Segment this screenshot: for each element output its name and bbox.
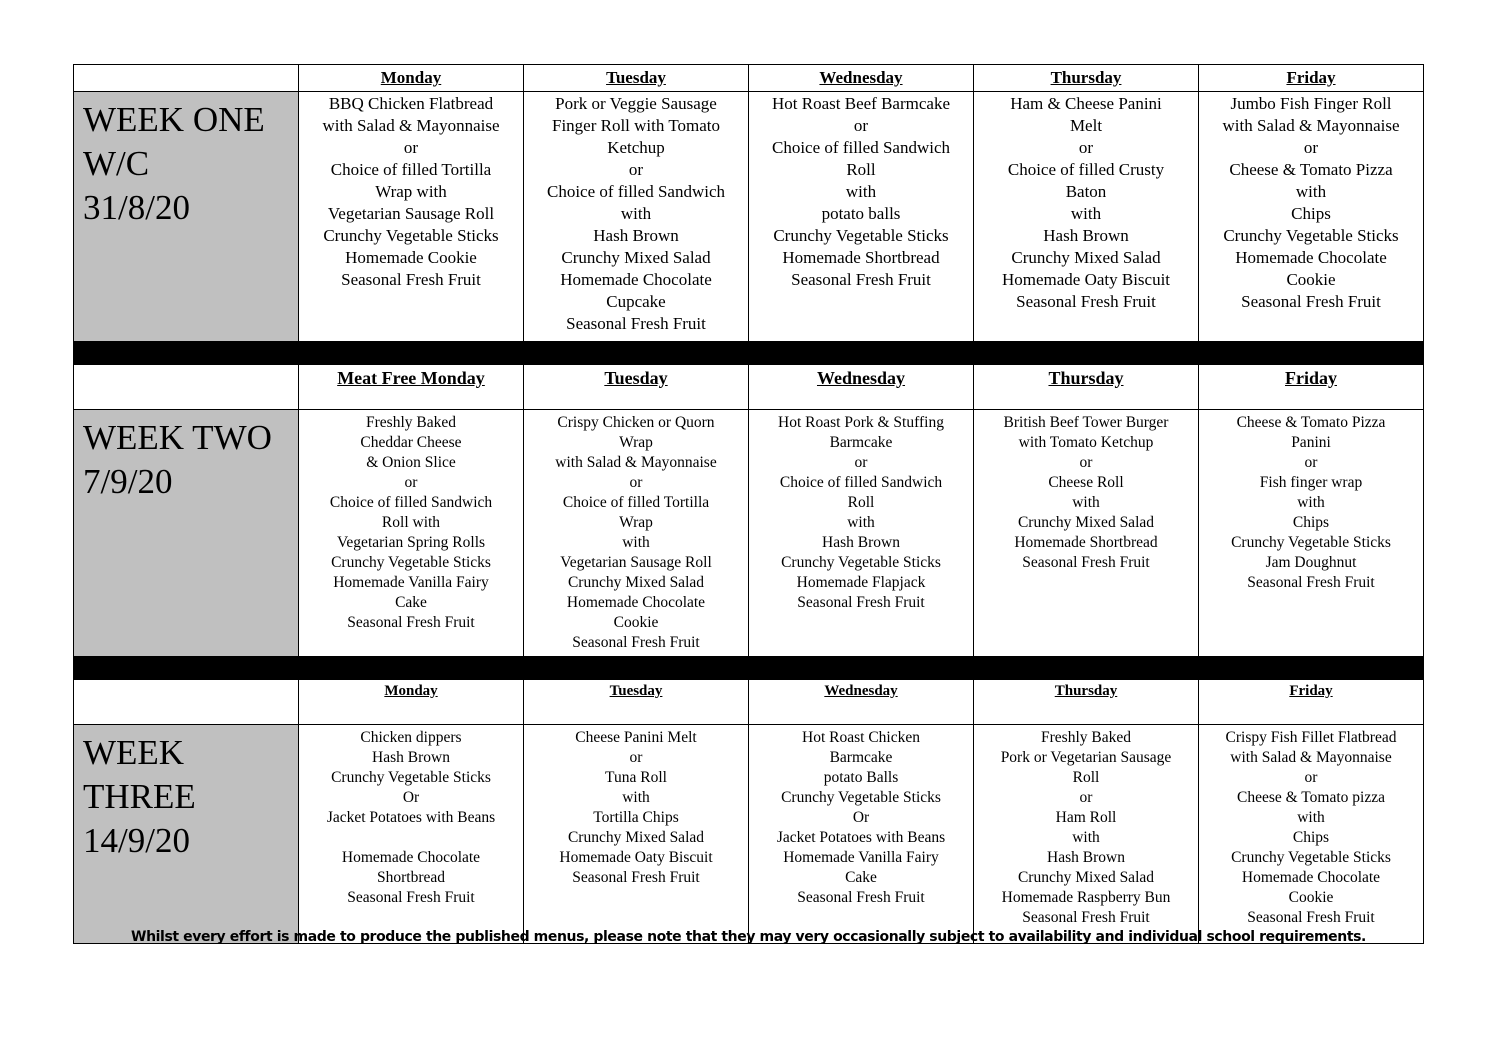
separator-bar xyxy=(74,342,1424,365)
day-header: Monday xyxy=(299,65,524,92)
menu-item: Hot Roast Chicken xyxy=(802,729,920,746)
menu-item: Seasonal Fresh Fruit xyxy=(1247,574,1375,591)
menu-item: Homemade Oaty Biscuit xyxy=(559,849,713,866)
menu-item: Jacket Potatoes with Beans xyxy=(326,809,496,826)
day-header: Tuesday xyxy=(524,680,749,725)
menu-item: Crunchy Vegetable Sticks xyxy=(773,226,949,245)
week-label-line: 7/9/20 xyxy=(83,462,173,501)
menu-item: with Salad & Mayonnaise xyxy=(555,454,717,471)
menu-item: Homemade Chocolate xyxy=(1241,869,1381,886)
menu-item: Cupcake xyxy=(606,292,666,311)
menu-item: Cheese Panini Melt xyxy=(575,729,697,746)
menu-item: Ketchup xyxy=(607,138,665,157)
menu-item: Choice of filled Crusty xyxy=(1007,160,1165,179)
menu-item: or xyxy=(1304,769,1318,786)
menu-item: Crispy Chicken or Quorn xyxy=(557,414,715,431)
day-header: Thursday xyxy=(974,65,1199,92)
menu-item: Cookie xyxy=(1288,889,1334,906)
menu-item: with xyxy=(1070,204,1102,223)
menu-item xyxy=(299,828,523,848)
menu-item: Freshly Baked xyxy=(1041,729,1131,746)
menu-item: Seasonal Fresh Fruit xyxy=(1247,909,1375,926)
menu-item: Crunchy Vegetable Sticks xyxy=(1231,534,1391,551)
menu-item: Choice of filled Sandwich xyxy=(329,494,493,511)
menu-cell xyxy=(299,725,524,944)
menu-item: or xyxy=(404,474,418,491)
menu-item: with xyxy=(622,789,650,806)
menu-item: Pork or Veggie Sausage xyxy=(555,94,717,113)
menu-table xyxy=(73,64,1424,944)
menu-item: Crunchy Mixed Salad xyxy=(561,248,711,267)
menu-item: Homemade Raspberry Bun xyxy=(1001,889,1171,906)
menu-item: Crunchy Vegetable Sticks xyxy=(323,226,499,245)
menu-item: Wrap xyxy=(619,434,653,451)
menu-item: & Onion Slice xyxy=(366,454,456,471)
separator-bar xyxy=(74,657,1424,680)
menu-cell xyxy=(524,725,749,944)
menu-item: Homemade Chocolate xyxy=(566,594,706,611)
menu-item: Cookie xyxy=(1286,270,1336,289)
blank-header-cell xyxy=(74,65,299,92)
menu-item: with Tomato Ketchup xyxy=(1018,434,1154,451)
menu-item: Hash Brown xyxy=(372,749,450,766)
week-label-line: WEEK TWO xyxy=(83,418,272,457)
menu-item: Baton xyxy=(1065,182,1107,201)
menu-item: with xyxy=(620,204,652,223)
menu-item: Choice of filled Sandwich xyxy=(779,474,943,491)
week-label-line: THREE xyxy=(83,777,196,816)
menu-item: or xyxy=(628,160,644,179)
menu-item: Seasonal Fresh Fruit xyxy=(1241,292,1381,311)
menu-item: Fish finger wrap xyxy=(1259,474,1363,491)
menu-item: Panini xyxy=(1291,434,1331,451)
menu-item: Choice of filled Tortilla xyxy=(562,494,710,511)
menu-item: Homemade Chocolate xyxy=(341,849,481,866)
menu-item: Crunchy Mixed Salad xyxy=(1017,869,1155,886)
day-header: Tuesday xyxy=(524,365,749,410)
menu-item: Seasonal Fresh Fruit xyxy=(791,270,931,289)
menu-item: Seasonal Fresh Fruit xyxy=(1022,554,1150,571)
menu-cell xyxy=(974,92,1199,342)
menu-item: Roll xyxy=(1072,769,1100,786)
menu-item: or xyxy=(1079,789,1093,806)
menu-item: potato Balls xyxy=(823,769,899,786)
menu-item: Seasonal Fresh Fruit xyxy=(572,634,700,651)
menu-item: Homemade Flapjack xyxy=(796,574,926,591)
menu-item: with Salad & Mayonnaise xyxy=(1230,749,1392,766)
blank-header-cell xyxy=(74,365,299,410)
menu-item: Hash Brown xyxy=(822,534,900,551)
menu-cell xyxy=(974,725,1199,944)
menu-item: Hot Roast Beef Barmcake xyxy=(772,94,950,113)
menu-item: or xyxy=(1078,138,1094,157)
menu-item: Chips xyxy=(1291,204,1331,223)
menu-item: Cake xyxy=(395,594,427,611)
week-menu-row xyxy=(74,410,1424,657)
menu-cell xyxy=(749,410,974,657)
menu-cell xyxy=(524,92,749,342)
menu-item: with xyxy=(847,514,875,531)
week-label-line: W/C xyxy=(83,144,150,183)
menu-item: Homemade Vanilla Fairy xyxy=(333,574,489,591)
menu-item: Barmcake xyxy=(829,434,893,451)
menu-item: Barmcake xyxy=(829,749,893,766)
menu-item: Homemade Oaty Biscuit xyxy=(1001,270,1171,289)
week-header-row xyxy=(74,680,1424,725)
menu-item: Crunchy Mixed Salad xyxy=(567,829,705,846)
menu-item: Crunchy Vegetable Sticks xyxy=(781,554,941,571)
menu-item: Roll xyxy=(847,494,875,511)
day-header: Wednesday xyxy=(749,680,974,725)
menu-item: with Salad & Mayonnaise xyxy=(1222,116,1400,135)
menu-item: Roll with xyxy=(381,514,441,531)
menu-item: with xyxy=(1072,494,1100,511)
menu-item: or xyxy=(1304,454,1318,471)
menu-item: Tortilla Chips xyxy=(593,809,679,826)
day-header: Thursday xyxy=(974,365,1199,410)
menu-item: Homemade Vanilla Fairy xyxy=(783,849,939,866)
menu-item: Vegetarian Sausage Roll xyxy=(560,554,712,571)
menu-item: Chips xyxy=(1292,514,1330,531)
menu-item: with xyxy=(622,534,650,551)
menu-item: BBQ Chicken Flatbread xyxy=(328,94,494,113)
menu-item: Vegetarian Sausage Roll xyxy=(327,204,495,223)
week-menu-row xyxy=(74,725,1424,944)
menu-item: Wrap with xyxy=(375,182,447,201)
menu-item: Homemade Cookie xyxy=(345,248,477,267)
menu-item: Cheese & Tomato pizza xyxy=(1237,789,1385,806)
menu-item: Chips xyxy=(1292,829,1330,846)
menu-item: Crunchy Mixed Salad xyxy=(1017,514,1155,531)
week-label xyxy=(74,92,299,342)
menu-item: Hash Brown xyxy=(593,226,679,245)
menu-item: Shortbread xyxy=(376,869,445,886)
menu-item: or xyxy=(854,454,868,471)
menu-item: potato balls xyxy=(821,204,901,223)
day-header: Wednesday xyxy=(749,365,974,410)
week-menu-row xyxy=(74,92,1424,342)
menu-cell xyxy=(974,410,1199,657)
menu-item: Cheddar Cheese xyxy=(360,434,462,451)
menu-item: Crispy Fish Fillet Flatbread xyxy=(1225,729,1397,746)
menu-item: with Salad & Mayonnaise xyxy=(322,116,500,135)
menu-item: Cake xyxy=(845,869,877,886)
week-label-line: WEEK xyxy=(83,733,185,772)
menu-cell xyxy=(1199,725,1424,944)
menu-item: Crunchy Vegetable Sticks xyxy=(331,554,491,571)
menu-item: Cheese & Tomato Pizza xyxy=(1229,160,1393,179)
menu-item: Pork or Vegetarian Sausage xyxy=(1000,749,1172,766)
week-label xyxy=(74,725,299,944)
menu-item: Cookie xyxy=(613,614,659,631)
week-label-line: 31/8/20 xyxy=(83,188,190,227)
menu-item: Tuna Roll xyxy=(605,769,667,786)
menu-item: or xyxy=(629,749,643,766)
menu-cell xyxy=(1199,92,1424,342)
day-header: Tuesday xyxy=(524,65,749,92)
week-separator xyxy=(74,342,1424,365)
menu-item: Seasonal Fresh Fruit xyxy=(572,869,700,886)
menu-item: Crunchy Vegetable Sticks xyxy=(781,789,941,806)
menu-cell xyxy=(299,92,524,342)
day-header: Friday xyxy=(1199,365,1424,410)
menu-item: Chicken dippers xyxy=(360,729,462,746)
menu-item: Seasonal Fresh Fruit xyxy=(341,270,481,289)
menu-item: Finger Roll with Tomato xyxy=(551,116,721,135)
menu-item: Freshly Baked xyxy=(366,414,456,431)
menu-cell xyxy=(749,725,974,944)
menu-item: Choice of filled Sandwich xyxy=(772,138,950,157)
week-header-row xyxy=(74,365,1424,410)
menu-item: with xyxy=(845,182,877,201)
menu-cell xyxy=(524,410,749,657)
week-separator xyxy=(74,657,1424,680)
week-label-line: WEEK ONE xyxy=(83,100,265,139)
menu-item: Crunchy Mixed Salad xyxy=(1011,248,1161,267)
menu-item: Choice of filled Sandwich xyxy=(547,182,725,201)
disclaimer-footer: Whilst every effort is made to produce the published menus, please note that they may very occasionally subject to availability and individual school requirements. xyxy=(131,929,1366,945)
menu-item: Vegetarian Spring Rolls xyxy=(336,534,486,551)
menu-item: Homemade Shortbread xyxy=(782,248,940,267)
menu-item: Jacket Potatoes with Beans xyxy=(776,829,946,846)
menu-item: Cheese & Tomato Pizza xyxy=(1236,414,1386,431)
menu-cell xyxy=(299,410,524,657)
day-header: Monday xyxy=(299,680,524,725)
menu-item: Crunchy Vegetable Sticks xyxy=(1231,849,1391,866)
day-header: Friday xyxy=(1199,680,1424,725)
menu-item: Seasonal Fresh Fruit xyxy=(797,889,925,906)
menu-item: or xyxy=(1303,138,1319,157)
menu-item: Homemade Shortbread xyxy=(1014,534,1158,551)
menu-item: with xyxy=(1297,809,1325,826)
menu-cell xyxy=(1199,410,1424,657)
menu-item: or xyxy=(853,116,869,135)
menu-item: Crunchy Mixed Salad xyxy=(567,574,705,591)
menu-item: with xyxy=(1072,829,1100,846)
menu-item: Melt xyxy=(1069,116,1103,135)
menu-item: Crunchy Vegetable Sticks xyxy=(331,769,491,786)
week-label-line: 14/9/20 xyxy=(83,821,190,860)
menu-item: Jumbo Fish Finger Roll xyxy=(1230,94,1392,113)
menu-cell xyxy=(749,92,974,342)
menu-item: Or xyxy=(402,789,420,806)
day-header: Wednesday xyxy=(749,65,974,92)
menu-item: Seasonal Fresh Fruit xyxy=(1016,292,1156,311)
menu-item: with xyxy=(1295,182,1327,201)
day-header: Friday xyxy=(1199,65,1424,92)
menu-item: Hash Brown xyxy=(1047,849,1125,866)
week-label xyxy=(74,410,299,657)
menu-item: or xyxy=(403,138,419,157)
menu-item: Ham Roll xyxy=(1055,809,1117,826)
menu-item: Roll xyxy=(846,160,876,179)
menu-item: Jam Doughnut xyxy=(1265,554,1357,571)
day-header: Meat Free Monday xyxy=(299,365,524,410)
menu-item: Cheese Roll xyxy=(1048,474,1124,491)
menu-item: or xyxy=(1079,454,1093,471)
menu-item: Seasonal Fresh Fruit xyxy=(347,889,475,906)
menu-item: Hot Roast Pork & Stuffing xyxy=(778,414,944,431)
menu-item: Homemade Chocolate xyxy=(560,270,712,289)
menu-item: Choice of filled Tortilla xyxy=(330,160,492,179)
menu-item: British Beef Tower Burger xyxy=(1003,414,1169,431)
blank-header-cell xyxy=(74,680,299,725)
week-header-row xyxy=(74,65,1424,92)
menu-item: Or xyxy=(852,809,870,826)
menu-item: Wrap xyxy=(619,514,653,531)
menu-item: Hash Brown xyxy=(1043,226,1129,245)
menu-item: Crunchy Vegetable Sticks xyxy=(1223,226,1399,245)
menu-item: Ham & Cheese Panini xyxy=(1010,94,1162,113)
menu-item: Seasonal Fresh Fruit xyxy=(797,594,925,611)
menu-item: with xyxy=(1297,494,1325,511)
menu-item: Homemade Chocolate xyxy=(1235,248,1387,267)
day-header: Thursday xyxy=(974,680,1199,725)
menu-item: Seasonal Fresh Fruit xyxy=(347,614,475,631)
menu-item: Seasonal Fresh Fruit xyxy=(1022,909,1150,926)
menu-item: Seasonal Fresh Fruit xyxy=(566,314,706,333)
menu-item: or xyxy=(629,474,643,491)
